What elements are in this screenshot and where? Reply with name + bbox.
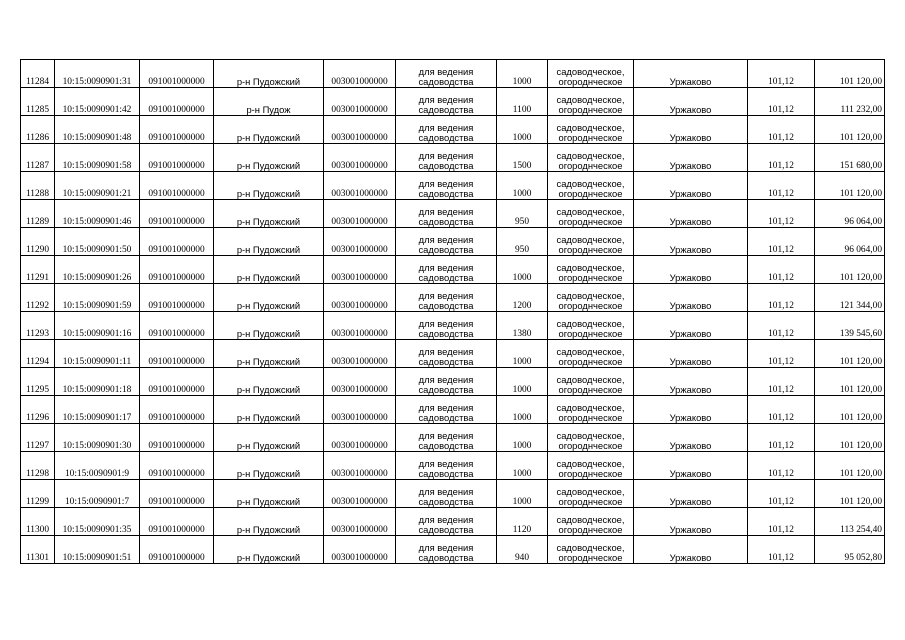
cell-oktmo-code: 003001000000 (324, 312, 396, 340)
cell-oktmo-code: 003001000000 (324, 368, 396, 396)
cell-category (548, 424, 634, 452)
category-line-2: огороднческое (558, 468, 623, 479)
cell-purpose (396, 284, 497, 312)
purpose-line-2: садоводства (418, 356, 474, 367)
cell-purpose (396, 60, 497, 88)
cell-okato-code: 091001000000 (140, 228, 214, 256)
table-row (21, 88, 885, 116)
cell-oktmo-code: 003001000000 (324, 284, 396, 312)
table-row (21, 256, 885, 284)
cell-cadastral-number: 10:15:0090901:30 (55, 424, 140, 452)
cell-okato-code: 091001000000 (140, 88, 214, 116)
cell-locality: Уржаково (634, 340, 748, 368)
cell-category (548, 172, 634, 200)
cell-number: 11301 (21, 536, 55, 564)
cell-rate: 101,12 (748, 508, 815, 536)
purpose-line-2: садоводства (418, 496, 474, 507)
cell-value: 96 064,00 (815, 200, 885, 228)
category-line-1: садоводческое, (556, 318, 625, 329)
cell-area: 1000 (497, 480, 548, 508)
cell-number: 11289 (21, 200, 55, 228)
cell-number: 11285 (21, 88, 55, 116)
category-line-2: огороднческое (558, 356, 623, 367)
purpose-line-2: садоводства (418, 76, 474, 87)
table-row (21, 172, 885, 200)
category-line-1: садоводческое, (556, 542, 625, 553)
cell-oktmo-code: 003001000000 (324, 88, 396, 116)
cell-cadastral-number: 10:15:0090901:50 (55, 228, 140, 256)
cell-district: р-н Пудожский (214, 172, 324, 200)
cell-value: 101 120,00 (815, 480, 885, 508)
cell-category (548, 88, 634, 116)
cell-district: р-н Пудожский (214, 480, 324, 508)
category-line-1: садоводческое, (556, 206, 625, 217)
cell-district: р-н Пудожский (214, 284, 324, 312)
cell-oktmo-code: 003001000000 (324, 228, 396, 256)
table-row (21, 340, 885, 368)
category-line-2: огороднческое (558, 104, 623, 115)
purpose-line-1: для ведения (418, 178, 474, 189)
cell-locality: Уржаково (634, 88, 748, 116)
cell-okato-code: 091001000000 (140, 312, 214, 340)
purpose-line-2: садоводства (418, 160, 474, 171)
cell-cadastral-number: 10:15:0090901:51 (55, 536, 140, 564)
cell-category (548, 508, 634, 536)
category-line-1: садоводческое, (556, 290, 625, 301)
cell-rate: 101,12 (748, 452, 815, 480)
category-line-1: садоводческое, (556, 374, 625, 385)
cell-value: 101 120,00 (815, 172, 885, 200)
category-line-1: садоводческое, (556, 430, 625, 441)
cell-cadastral-number: 10:15:0090901:11 (55, 340, 140, 368)
purpose-line-1: для ведения (418, 346, 474, 357)
land-registry-table (20, 59, 885, 564)
cell-cadastral-number: 10:15:0090901:16 (55, 312, 140, 340)
cell-number: 11284 (21, 60, 55, 88)
category-line-2: огороднческое (558, 328, 623, 339)
cell-oktmo-code: 003001000000 (324, 256, 396, 284)
cell-value: 101 120,00 (815, 60, 885, 88)
category-line-1: садоводческое, (556, 486, 625, 497)
cell-purpose (396, 424, 497, 452)
category-line-2: огороднческое (558, 524, 623, 535)
purpose-line-2: садоводства (418, 188, 474, 199)
cell-oktmo-code: 003001000000 (324, 172, 396, 200)
cell-district: р-н Пудожский (214, 144, 324, 172)
cell-rate: 101,12 (748, 424, 815, 452)
cell-purpose (396, 116, 497, 144)
cell-area: 1380 (497, 312, 548, 340)
cell-locality: Уржаково (634, 508, 748, 536)
category-line-2: огороднческое (558, 496, 623, 507)
category-line-2: огороднческое (558, 132, 623, 143)
table-row (21, 116, 885, 144)
purpose-line-1: для ведения (418, 542, 474, 553)
cell-rate: 101,12 (748, 368, 815, 396)
cell-cadastral-number: 10:15:0090901:42 (55, 88, 140, 116)
category-line-1: садоводческое, (556, 94, 625, 105)
cell-district: р-н Пудожский (214, 424, 324, 452)
cell-locality: Уржаково (634, 60, 748, 88)
cell-number: 11291 (21, 256, 55, 284)
cell-rate: 101,12 (748, 396, 815, 424)
cell-rate: 101,12 (748, 200, 815, 228)
cell-oktmo-code: 003001000000 (324, 116, 396, 144)
table-row (21, 368, 885, 396)
table-row (21, 144, 885, 172)
purpose-line-2: садоводства (418, 384, 474, 395)
cell-cadastral-number: 10:15:0090901:31 (55, 60, 140, 88)
purpose-line-2: садоводства (418, 300, 474, 311)
purpose-line-1: для ведения (418, 94, 474, 105)
cell-area: 1000 (497, 60, 548, 88)
table-row (21, 200, 885, 228)
cell-locality: Уржаково (634, 228, 748, 256)
purpose-line-1: для ведения (418, 374, 474, 385)
cell-rate: 101,12 (748, 228, 815, 256)
cell-area: 1000 (497, 452, 548, 480)
cell-value: 101 120,00 (815, 424, 885, 452)
cell-value: 121 344,00 (815, 284, 885, 312)
cell-category (548, 200, 634, 228)
cell-purpose (396, 536, 497, 564)
cell-purpose (396, 508, 497, 536)
cell-oktmo-code: 003001000000 (324, 340, 396, 368)
table-row (21, 60, 885, 88)
cell-district: р-н Пудожский (214, 256, 324, 284)
purpose-line-2: садоводства (418, 328, 474, 339)
cell-area: 950 (497, 200, 548, 228)
category-line-2: огороднческое (558, 552, 623, 563)
purpose-line-1: для ведения (418, 402, 474, 413)
cell-locality: Уржаково (634, 424, 748, 452)
cell-locality: Уржаково (634, 312, 748, 340)
purpose-line-2: садоводства (418, 552, 474, 563)
cell-okato-code: 091001000000 (140, 116, 214, 144)
cell-purpose (396, 88, 497, 116)
purpose-line-1: для ведения (418, 150, 474, 161)
cell-category (548, 480, 634, 508)
table-row (21, 396, 885, 424)
cell-district: р-н Пудожский (214, 60, 324, 88)
category-line-1: садоводческое, (556, 150, 625, 161)
cell-value: 96 064,00 (815, 228, 885, 256)
cell-area: 1000 (497, 256, 548, 284)
table-row (21, 284, 885, 312)
category-line-2: огороднческое (558, 216, 623, 227)
cell-okato-code: 091001000000 (140, 424, 214, 452)
cell-locality: Уржаково (634, 536, 748, 564)
cell-locality: Уржаково (634, 256, 748, 284)
cell-number: 11286 (21, 116, 55, 144)
cell-locality: Уржаково (634, 116, 748, 144)
cell-category (548, 312, 634, 340)
cell-number: 11287 (21, 144, 55, 172)
cell-oktmo-code: 003001000000 (324, 424, 396, 452)
cell-rate: 101,12 (748, 284, 815, 312)
cell-rate: 101,12 (748, 536, 815, 564)
cell-value: 101 120,00 (815, 256, 885, 284)
cell-oktmo-code: 003001000000 (324, 480, 396, 508)
category-line-2: огороднческое (558, 160, 623, 171)
purpose-line-1: для ведения (418, 514, 474, 525)
purpose-line-2: садоводства (418, 132, 474, 143)
category-line-2: огороднческое (558, 76, 623, 87)
cell-district: р-н Пудожский (214, 116, 324, 144)
category-line-1: садоводческое, (556, 346, 625, 357)
cell-value: 151 680,00 (815, 144, 885, 172)
cell-locality: Уржаково (634, 172, 748, 200)
purpose-line-2: садоводства (418, 104, 474, 115)
table-row (21, 228, 885, 256)
cell-category (548, 396, 634, 424)
cell-category (548, 340, 634, 368)
cell-district: р-н Пудож (214, 88, 324, 116)
cell-oktmo-code: 003001000000 (324, 144, 396, 172)
cell-value: 101 120,00 (815, 368, 885, 396)
purpose-line-2: садоводства (418, 244, 474, 255)
table-row (21, 452, 885, 480)
cell-oktmo-code: 003001000000 (324, 200, 396, 228)
table-row (21, 312, 885, 340)
cell-number: 11294 (21, 340, 55, 368)
cell-category (548, 368, 634, 396)
cell-rate: 101,12 (748, 88, 815, 116)
cell-rate: 101,12 (748, 144, 815, 172)
cell-district: р-н Пудожский (214, 340, 324, 368)
cell-okato-code: 091001000000 (140, 536, 214, 564)
cell-cadastral-number: 10:15:0090901:46 (55, 200, 140, 228)
cell-number: 11297 (21, 424, 55, 452)
cell-okato-code: 091001000000 (140, 144, 214, 172)
cell-okato-code: 091001000000 (140, 256, 214, 284)
cell-okato-code: 091001000000 (140, 480, 214, 508)
cell-locality: Уржаково (634, 480, 748, 508)
purpose-line-2: садоводства (418, 524, 474, 535)
cell-number: 11300 (21, 508, 55, 536)
cell-value: 111 232,00 (815, 88, 885, 116)
cell-cadastral-number: 10:15:0090901:17 (55, 396, 140, 424)
cell-oktmo-code: 003001000000 (324, 452, 396, 480)
cell-number: 11288 (21, 172, 55, 200)
cell-purpose (396, 200, 497, 228)
cell-number: 11296 (21, 396, 55, 424)
cell-value: 101 120,00 (815, 340, 885, 368)
cell-value: 95 052,80 (815, 536, 885, 564)
cell-rate: 101,12 (748, 116, 815, 144)
cell-area: 1120 (497, 508, 548, 536)
cell-cadastral-number: 10:15:0090901:9 (55, 452, 140, 480)
purpose-line-1: для ведения (418, 430, 474, 441)
category-line-1: садоводческое, (556, 122, 625, 133)
cell-rate: 101,12 (748, 172, 815, 200)
cell-district: р-н Пудожский (214, 312, 324, 340)
cell-oktmo-code: 003001000000 (324, 536, 396, 564)
category-line-2: огороднческое (558, 384, 623, 395)
table-row (21, 536, 885, 564)
cell-locality: Уржаково (634, 284, 748, 312)
cell-oktmo-code: 003001000000 (324, 508, 396, 536)
cell-rate: 101,12 (748, 60, 815, 88)
cell-cadastral-number: 10:15:0090901:26 (55, 256, 140, 284)
cell-value: 113 254,40 (815, 508, 885, 536)
category-line-2: огороднческое (558, 412, 623, 423)
category-line-2: огороднческое (558, 300, 623, 311)
purpose-line-1: для ведения (418, 66, 474, 77)
cell-number: 11298 (21, 452, 55, 480)
table-row (21, 424, 885, 452)
cell-number: 11292 (21, 284, 55, 312)
cell-locality: Уржаково (634, 452, 748, 480)
cell-area: 1000 (497, 340, 548, 368)
cell-purpose (396, 452, 497, 480)
purpose-line-2: садоводства (418, 412, 474, 423)
cell-cadastral-number: 10:15:0090901:58 (55, 144, 140, 172)
cell-area: 1000 (497, 172, 548, 200)
cell-district: р-н Пудожский (214, 228, 324, 256)
cell-category (548, 144, 634, 172)
category-line-1: садоводческое, (556, 402, 625, 413)
cell-okato-code: 091001000000 (140, 396, 214, 424)
category-line-1: садоводческое, (556, 178, 625, 189)
purpose-line-1: для ведения (418, 206, 474, 217)
cell-okato-code: 091001000000 (140, 172, 214, 200)
cell-cadastral-number: 10:15:0090901:48 (55, 116, 140, 144)
cell-area: 1500 (497, 144, 548, 172)
table-body (21, 60, 885, 564)
cell-rate: 101,12 (748, 256, 815, 284)
cell-purpose (396, 312, 497, 340)
cell-value: 101 120,00 (815, 452, 885, 480)
cell-cadastral-number: 10:15:0090901:7 (55, 480, 140, 508)
cell-category (548, 536, 634, 564)
cell-category (548, 228, 634, 256)
cell-purpose (396, 480, 497, 508)
cell-purpose (396, 396, 497, 424)
purpose-line-1: для ведения (418, 486, 474, 497)
cell-locality: Уржаково (634, 144, 748, 172)
cell-okato-code: 091001000000 (140, 284, 214, 312)
cell-value: 101 120,00 (815, 116, 885, 144)
cell-cadastral-number: 10:15:0090901:59 (55, 284, 140, 312)
cell-rate: 101,12 (748, 340, 815, 368)
purpose-line-2: садоводства (418, 440, 474, 451)
cell-category (548, 452, 634, 480)
cell-area: 1200 (497, 284, 548, 312)
purpose-line-2: садоводства (418, 468, 474, 479)
cell-number: 11290 (21, 228, 55, 256)
category-line-2: огороднческое (558, 188, 623, 199)
cell-locality: Уржаково (634, 200, 748, 228)
cell-okato-code: 091001000000 (140, 508, 214, 536)
cell-district: р-н Пудожский (214, 200, 324, 228)
cell-district: р-н Пудожский (214, 508, 324, 536)
cell-number: 11299 (21, 480, 55, 508)
category-line-2: огороднческое (558, 244, 623, 255)
category-line-2: огороднческое (558, 272, 623, 283)
cell-area: 1000 (497, 368, 548, 396)
cell-okato-code: 091001000000 (140, 340, 214, 368)
cell-category (548, 116, 634, 144)
cell-cadastral-number: 10:15:0090901:35 (55, 508, 140, 536)
cell-purpose (396, 340, 497, 368)
cell-district: р-н Пудожский (214, 396, 324, 424)
category-line-1: садоводческое, (556, 66, 625, 77)
purpose-line-1: для ведения (418, 290, 474, 301)
cell-okato-code: 091001000000 (140, 368, 214, 396)
purpose-line-2: садоводства (418, 216, 474, 227)
cell-number: 11295 (21, 368, 55, 396)
cell-value: 139 545,60 (815, 312, 885, 340)
cell-area: 950 (497, 228, 548, 256)
cell-okato-code: 091001000000 (140, 452, 214, 480)
cell-purpose (396, 228, 497, 256)
cell-oktmo-code: 003001000000 (324, 60, 396, 88)
cell-area: 940 (497, 536, 548, 564)
cell-cadastral-number: 10:15:0090901:21 (55, 172, 140, 200)
cell-area: 1000 (497, 424, 548, 452)
cell-district: р-н Пудожский (214, 368, 324, 396)
cell-purpose (396, 256, 497, 284)
cell-purpose (396, 172, 497, 200)
cell-purpose (396, 368, 497, 396)
purpose-line-1: для ведения (418, 234, 474, 245)
purpose-line-1: для ведения (418, 318, 474, 329)
purpose-line-2: садоводства (418, 272, 474, 283)
cell-district: р-н Пудожский (214, 536, 324, 564)
cell-okato-code: 091001000000 (140, 200, 214, 228)
cell-category (548, 256, 634, 284)
cell-rate: 101,12 (748, 480, 815, 508)
cell-area: 1100 (497, 88, 548, 116)
cell-area: 1000 (497, 396, 548, 424)
cell-category (548, 60, 634, 88)
table-row (21, 508, 885, 536)
cell-okato-code: 091001000000 (140, 60, 214, 88)
category-line-1: садоводческое, (556, 514, 625, 525)
cell-category (548, 284, 634, 312)
table-row (21, 480, 885, 508)
category-line-1: садоводческое, (556, 458, 625, 469)
cell-locality: Уржаково (634, 396, 748, 424)
purpose-line-1: для ведения (418, 458, 474, 469)
category-line-1: садоводческое, (556, 234, 625, 245)
purpose-line-1: для ведения (418, 262, 474, 273)
cell-purpose (396, 144, 497, 172)
cell-area: 1000 (497, 116, 548, 144)
cell-rate: 101,12 (748, 312, 815, 340)
cell-cadastral-number: 10:15:0090901:18 (55, 368, 140, 396)
cell-value: 101 120,00 (815, 396, 885, 424)
purpose-line-1: для ведения (418, 122, 474, 133)
category-line-2: огороднческое (558, 440, 623, 451)
cell-number: 11293 (21, 312, 55, 340)
cell-district: р-н Пудожский (214, 452, 324, 480)
category-line-1: садоводческое, (556, 262, 625, 273)
cell-locality: Уржаково (634, 368, 748, 396)
cell-oktmo-code: 003001000000 (324, 396, 396, 424)
